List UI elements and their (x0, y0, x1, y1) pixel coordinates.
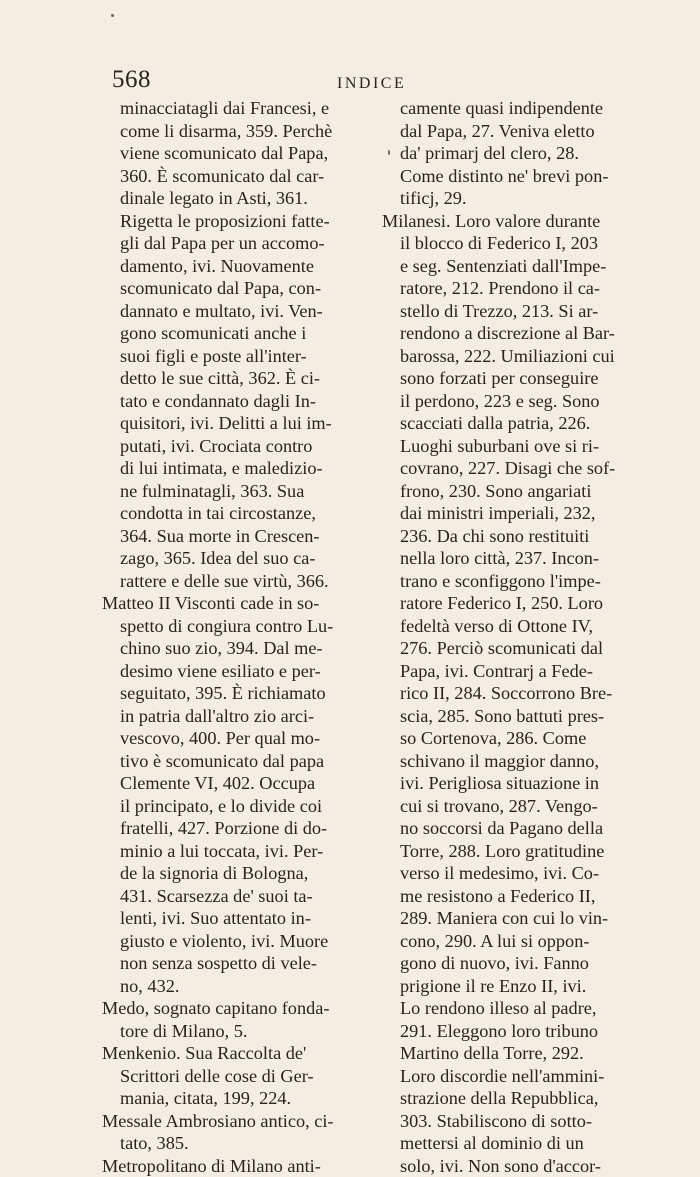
index-line: 276. Perciò scomunicati dal (382, 637, 650, 660)
index-line: quisitori, ivi. Delitti a lui im- (102, 412, 365, 435)
index-line: Martino della Torre, 292. (382, 1042, 650, 1065)
index-line: tato, 385. (102, 1132, 365, 1155)
index-line: in patria dall'altro zio arci- (102, 705, 365, 728)
index-line: fedeltà verso di Ottone IV, (382, 615, 650, 638)
index-line: il blocco di Federico I, 203 (382, 232, 650, 255)
index-line: Torre, 288. Loro gratitudine (382, 840, 650, 863)
index-line: Rigetta le proposizioni fatte- (102, 210, 365, 233)
index-line: vescovo, 400. Per qual mo- (102, 727, 365, 750)
index-line: rendono a discrezione al Bar- (382, 322, 650, 345)
index-line: 303. Stabiliscono di sotto- (382, 1110, 650, 1133)
index-line: Clemente VI, 402. Occupa (102, 772, 365, 795)
index-line: gono scomunicati anche i (102, 322, 365, 345)
index-line: Lo rendono illeso al padre, (382, 997, 650, 1020)
index-line: frono, 230. Sono angariati (382, 480, 650, 503)
index-line: gono di nuovo, ivi. Fanno (382, 952, 650, 975)
index-line: me resistono a Federico II, (382, 885, 650, 908)
index-entry-start: Milanesi. Loro valore durante (382, 210, 650, 233)
running-title: INDICE (337, 75, 406, 93)
index-line: no, 432. (102, 975, 365, 998)
index-line: so Cortenova, 286. Come (382, 727, 650, 750)
index-line: viene scomunicato dal Papa, (102, 142, 365, 165)
index-line: suoi figli e poste all'inter- (102, 345, 365, 368)
index-line: dal Papa, 27. Veniva eletto (382, 120, 650, 143)
index-line: tato e condannato dagli In- (102, 390, 365, 413)
page-header (112, 66, 650, 96)
index-line: zago, 365. Idea del suo ca- (102, 547, 365, 570)
index-line: Come distinto ne' brevi pon- (382, 165, 650, 188)
ink-speck (111, 14, 114, 17)
index-line: 364. Sua morte in Crescen- (102, 525, 365, 548)
index-line: seguitato, 395. È richiamato (102, 682, 365, 705)
index-line: e seg. Sentenziati dall'Impe- (382, 255, 650, 278)
index-line: barossa, 222. Umiliazioni cui (382, 345, 650, 368)
index-line: prigione il re Enzo II, ivi. (382, 975, 650, 998)
index-line: damento, ivi. Nuovamente (102, 255, 365, 278)
index-line: tore di Milano, 5. (102, 1020, 365, 1043)
index-line: tivo è scomunicato dal papa (102, 750, 365, 773)
index-line: dai ministri imperiali, 232, (382, 502, 650, 525)
index-line: scomunicato dal Papa, con- (102, 277, 365, 300)
index-line: condotta in tai circostanze, (102, 502, 365, 525)
index-line: Papa, ivi. Contrarj a Fede- (382, 660, 650, 683)
index-line: ratore, 212. Prendono il ca- (382, 277, 650, 300)
index-line: no soccorsi da Pagano della (382, 817, 650, 840)
index-line: solo, ivi. Non sono d'accor- (382, 1155, 650, 1177)
index-entry-start: Menkenio. Sua Raccolta de' (102, 1042, 365, 1065)
index-line: mettersi al dominio di un (382, 1132, 650, 1155)
index-line: Loro discordie nell'ammini- (382, 1065, 650, 1088)
index-line: rattere e delle sue virtù, 366. (102, 570, 365, 593)
index-line: non senza sospetto di vele- (102, 952, 365, 975)
index-line: 431. Scarsezza de' suoi ta- (102, 885, 365, 908)
index-line: de la signoria di Bologna, (102, 862, 365, 885)
index-line: cui si trovano, 287. Vengo- (382, 795, 650, 818)
index-line: dinale legato in Asti, 361. (102, 187, 365, 210)
index-line: 360. È scomunicato dal car- (102, 165, 365, 188)
index-column-left (102, 97, 365, 1177)
index-line: chino suo zio, 394. Dal me- (102, 637, 365, 660)
index-line: ne fulminatagli, 363. Sua (102, 480, 365, 503)
index-line: dannato e multato, ivi. Ven- (102, 300, 365, 323)
index-line: putati, ivi. Crociata contro (102, 435, 365, 458)
index-line: 291. Eleggono loro tribuno (382, 1020, 650, 1043)
index-line: ratore Federico I, 250. Loro (382, 592, 650, 615)
index-line: il principato, e lo divide coi (102, 795, 365, 818)
index-line: rico II, 284. Soccorrono Bre- (382, 682, 650, 705)
index-line: minio a lui toccata, ivi. Per- (102, 840, 365, 863)
index-line: fratelli, 427. Porzione di do- (102, 817, 365, 840)
index-line: covrano, 227. Disagi che sof- (382, 457, 650, 480)
index-line: stello di Trezzo, 213. Si ar- (382, 300, 650, 323)
index-line: di lui intimata, e maledizio- (102, 457, 365, 480)
index-entry-start: Medo, sognato capitano fonda- (102, 997, 365, 1020)
index-column-right (382, 97, 650, 1177)
index-line: Scrittori delle cose di Ger- (102, 1065, 365, 1088)
index-line: lenti, ivi. Suo attentato in- (102, 907, 365, 930)
index-line: strazione della Repubblica, (382, 1087, 650, 1110)
index-line: trano e sconfiggono l'impe- (382, 570, 650, 593)
index-line: scacciati dalla patria, 226. (382, 412, 650, 435)
index-line: cono, 290. A lui si oppon- (382, 930, 650, 953)
index-entry-start: Metropolitano di Milano anti- (102, 1155, 365, 1177)
index-line: schivano il maggior danno, (382, 750, 650, 773)
index-line: mania, citata, 199, 224. (102, 1087, 365, 1110)
index-line: giusto e violento, ivi. Muore (102, 930, 365, 953)
index-line: desimo viene esiliato e per- (102, 660, 365, 683)
index-line: Luoghi suburbani ove si ri- (382, 435, 650, 458)
index-line: minacciatagli dai Francesi, e (102, 97, 365, 120)
index-line: verso il medesimo, ivi. Co- (382, 862, 650, 885)
index-line: ivi. Perigliosa situazione in (382, 772, 650, 795)
page-number: 568 (112, 66, 151, 94)
index-line: sono forzati per conseguire (382, 367, 650, 390)
index-line: 289. Maniera con cui lo vin- (382, 907, 650, 930)
index-entry-start: Matteo II Visconti cade in so- (102, 592, 365, 615)
index-line: tificj, 29. (382, 187, 650, 210)
index-line: detto le sue città, 362. È ci- (102, 367, 365, 390)
index-entry-start: Messale Ambrosiano antico, ci- (102, 1110, 365, 1133)
index-line: camente quasi indipendente (382, 97, 650, 120)
index-line: da' primarj del clero, 28. (382, 142, 650, 165)
index-line: gli dal Papa per un accomo- (102, 232, 365, 255)
index-line: come li disarma, 359. Perchè (102, 120, 365, 143)
index-line: il perdono, 223 e seg. Sono (382, 390, 650, 413)
index-line: nella loro città, 237. Incon- (382, 547, 650, 570)
index-line: 236. Da chi sono restituiti (382, 525, 650, 548)
index-line: scia, 285. Sono battuti pres- (382, 705, 650, 728)
index-line: spetto di congiura contro Lu- (102, 615, 365, 638)
